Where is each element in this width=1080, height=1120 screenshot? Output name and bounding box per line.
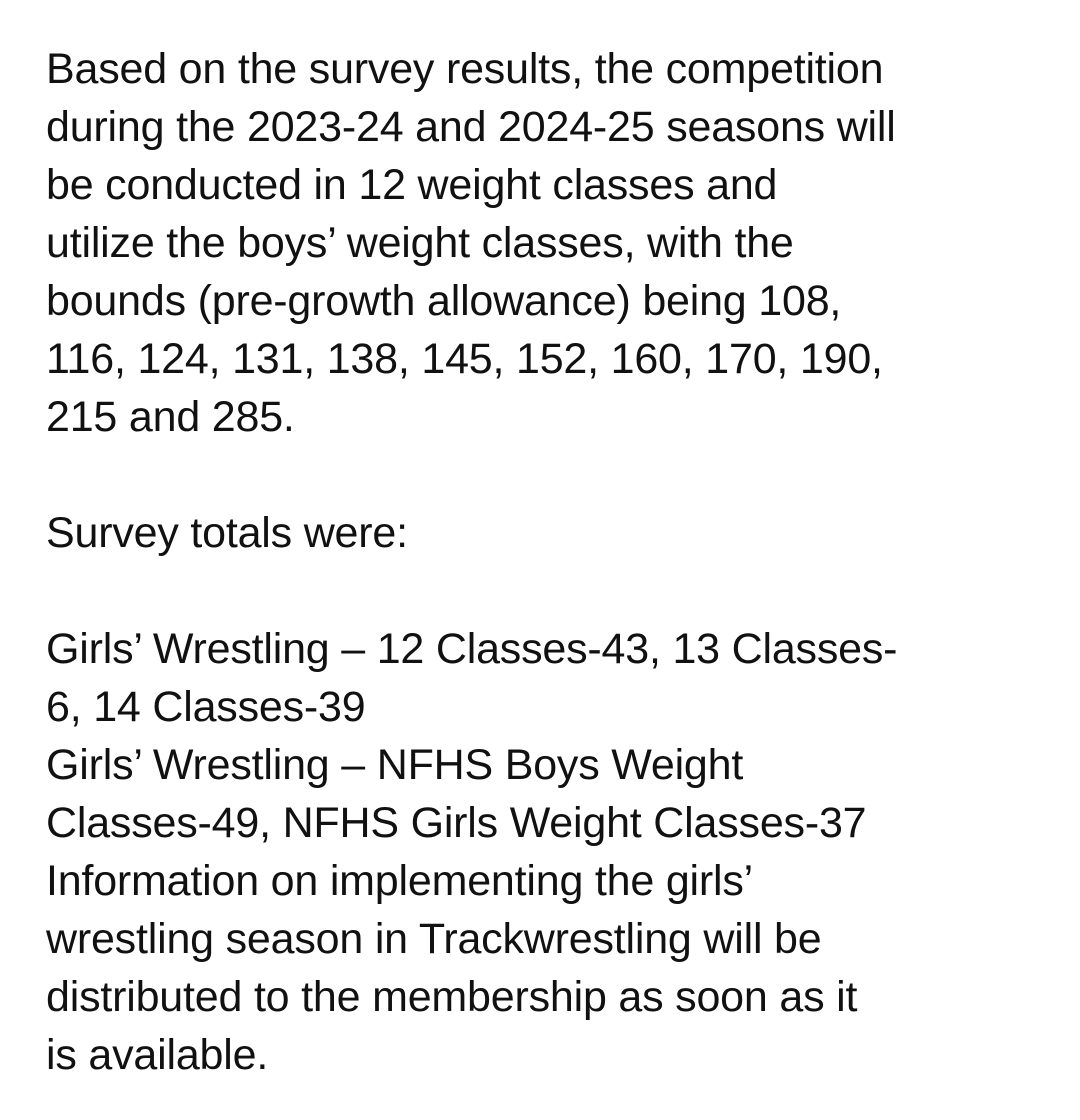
text-line: utilize the boys’ weight classes, with the [46, 219, 794, 267]
text-line: Girls’ Wrestling – 12 Classes-43, 13 Classes- [46, 625, 898, 673]
text-line: Based on the survey results, the competition [46, 45, 884, 93]
text-line: Classes-49, NFHS Girls Weight Classes-37 [46, 799, 867, 847]
document-body [46, 40, 1056, 1084]
paragraph-survey-totals [46, 620, 1056, 1084]
paragraph-spacer [46, 562, 1056, 620]
text-line: 116, 124, 131, 138, 145, 152, 160, 170, 190, [46, 335, 883, 383]
text-line: Survey totals were: [46, 509, 408, 557]
text-line: wrestling season in Trackwrestling will be [46, 915, 822, 963]
paragraph-survey-heading [46, 504, 1056, 562]
text-line: 6, 14 Classes-39 [46, 683, 366, 731]
text-line: Information on implementing the girls’ [46, 857, 754, 905]
paragraph-spacer [46, 446, 1056, 504]
text-line: bounds (pre-growth allowance) being 108, [46, 277, 842, 325]
text-line: 215 and 285. [46, 393, 295, 441]
text-line: during the 2023-24 and 2024-25 seasons will [46, 103, 896, 151]
text-line: Girls’ Wrestling – NFHS Boys Weight [46, 741, 744, 789]
text-line: is available. [46, 1031, 269, 1079]
text-line: distributed to the membership as soon as it [46, 973, 858, 1021]
paragraph-weight-classes [46, 40, 1056, 446]
text-line: be conducted in 12 weight classes and [46, 161, 778, 209]
